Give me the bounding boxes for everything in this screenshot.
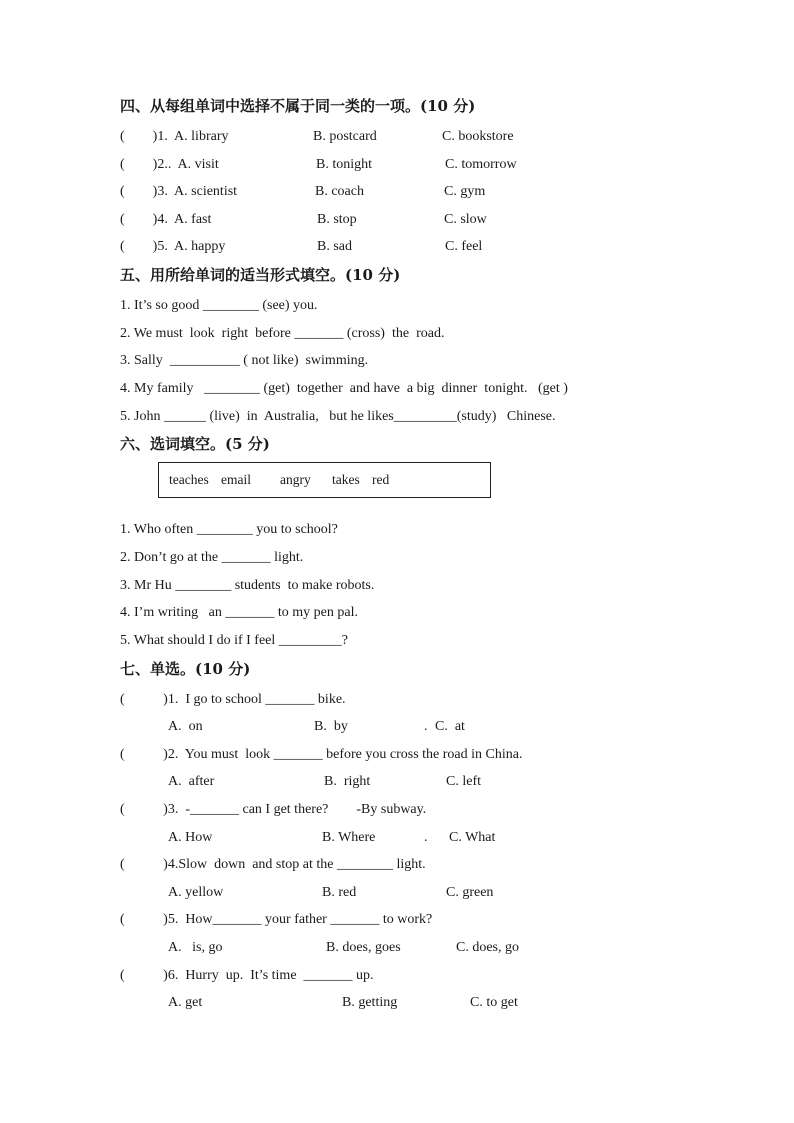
s7-q6-option-a: A. get (168, 995, 203, 1010)
s6-item-1: 1. Who often ________ you to school? (120, 522, 338, 537)
s5-item-4: 4. My family ________ (get) together and have a big dinner tonight. (get ) (120, 381, 568, 396)
s4-q1-option-b: B. postcard (313, 129, 377, 144)
s7-q3-stem: ( )3. -_______ can I get there? -By subway. (120, 802, 427, 817)
s4-q2-option-b: B. tonight (316, 157, 373, 172)
word-bank-word: takes (332, 472, 360, 487)
s7-q3-option-a: A. How (168, 830, 213, 845)
s7-q4-option-b: B. red (322, 885, 357, 900)
s7-q5-stem: ( )5. How_______ your father _______ to work? (120, 912, 433, 927)
s7-q3-dot: . (424, 830, 428, 845)
s7-q1-dot: . (424, 719, 428, 734)
s7-q4-stem: ( )4.Slow down and stop at the ________ light. (120, 857, 426, 872)
s4-q4-option-c: C. slow (444, 212, 487, 227)
s7-q2-option-a: A. after (168, 774, 215, 789)
s6-item-5: 5. What should I do if I feel _________? (120, 633, 348, 648)
s4-q3-option-b: B. coach (315, 184, 364, 199)
section-6-heading: 六、选词填空。(5 分) (120, 435, 270, 453)
s7-q5-option-c: C. does, go (456, 940, 519, 955)
s4-q5-option-c: C. feel (445, 239, 483, 254)
s7-q2-option-c: C. left (446, 774, 481, 789)
s4-q5-stem: ( )5. A. happy (120, 239, 226, 254)
s6-item-4: 4. I’m writing an _______ to my pen pal. (120, 605, 358, 620)
s5-item-5: 5. John ______ (live) in Australia, but he likes_________(study) Chinese. (120, 409, 556, 424)
s4-q2-stem: ( )2.. A. visit (120, 157, 219, 172)
s7-q1-option-b: B. by (314, 719, 348, 734)
s7-q2-stem: ( )2. You must look _______ before you cross the road in China. (120, 747, 523, 762)
s7-q2-option-b: B. right (324, 774, 371, 789)
s7-q3-option-b: B. Where (322, 830, 376, 845)
section-7-heading: 七、单选。(10 分) (120, 660, 251, 678)
s4-q2-option-c: C. tomorrow (445, 157, 517, 172)
section-5-heading: 五、用所给单词的适当形式填空。(10 分) (120, 266, 401, 284)
section-4-heading: 四、从每组单词中选择不属于同一类的一项。(10 分) (120, 97, 476, 115)
s7-q6-stem: ( )6. Hurry up. It’s time _______ up. (120, 968, 374, 983)
s7-q6-option-b: B. getting (342, 995, 398, 1010)
word-bank-word: angry (280, 472, 311, 487)
word-bank-word: teaches (169, 472, 209, 487)
s4-q4-option-b: B. stop (317, 212, 357, 227)
word-bank-word: email (221, 472, 251, 487)
s7-q1-option-c: C. at (435, 719, 465, 734)
s4-q1-option-c: C. bookstore (442, 129, 514, 144)
s4-q3-option-c: C. gym (444, 184, 486, 199)
s7-q1-stem: ( )1. I go to school _______ bike. (120, 692, 346, 707)
s7-q5-option-a: A. is, go (168, 940, 223, 955)
s5-item-1: 1. It’s so good ________ (see) you. (120, 298, 318, 313)
word-bank-box (158, 462, 491, 498)
s7-q5-option-b: B. does, goes (326, 940, 401, 955)
s6-item-2: 2. Don’t go at the _______ light. (120, 550, 304, 565)
s7-q4-option-a: A. yellow (168, 885, 224, 900)
s6-item-3: 3. Mr Hu ________ students to make robots. (120, 578, 375, 593)
s4-q1-stem: ( )1. A. library (120, 129, 229, 144)
s7-q4-option-c: C. green (446, 885, 494, 900)
s4-q5-option-b: B. sad (317, 239, 352, 254)
s7-q6-option-c: C. to get (470, 995, 518, 1010)
s7-q3-option-c: C. What (449, 830, 496, 845)
s5-item-2: 2. We must look right before _______ (cross) the road. (120, 326, 445, 341)
word-bank-word: red (372, 472, 390, 487)
s4-q4-stem: ( )4. A. fast (120, 212, 212, 227)
s5-item-3: 3. Sally __________ ( not like) swimming. (120, 353, 369, 368)
s7-q1-option-a: A. on (168, 719, 203, 734)
s4-q3-stem: ( )3. A. scientist (120, 184, 238, 199)
